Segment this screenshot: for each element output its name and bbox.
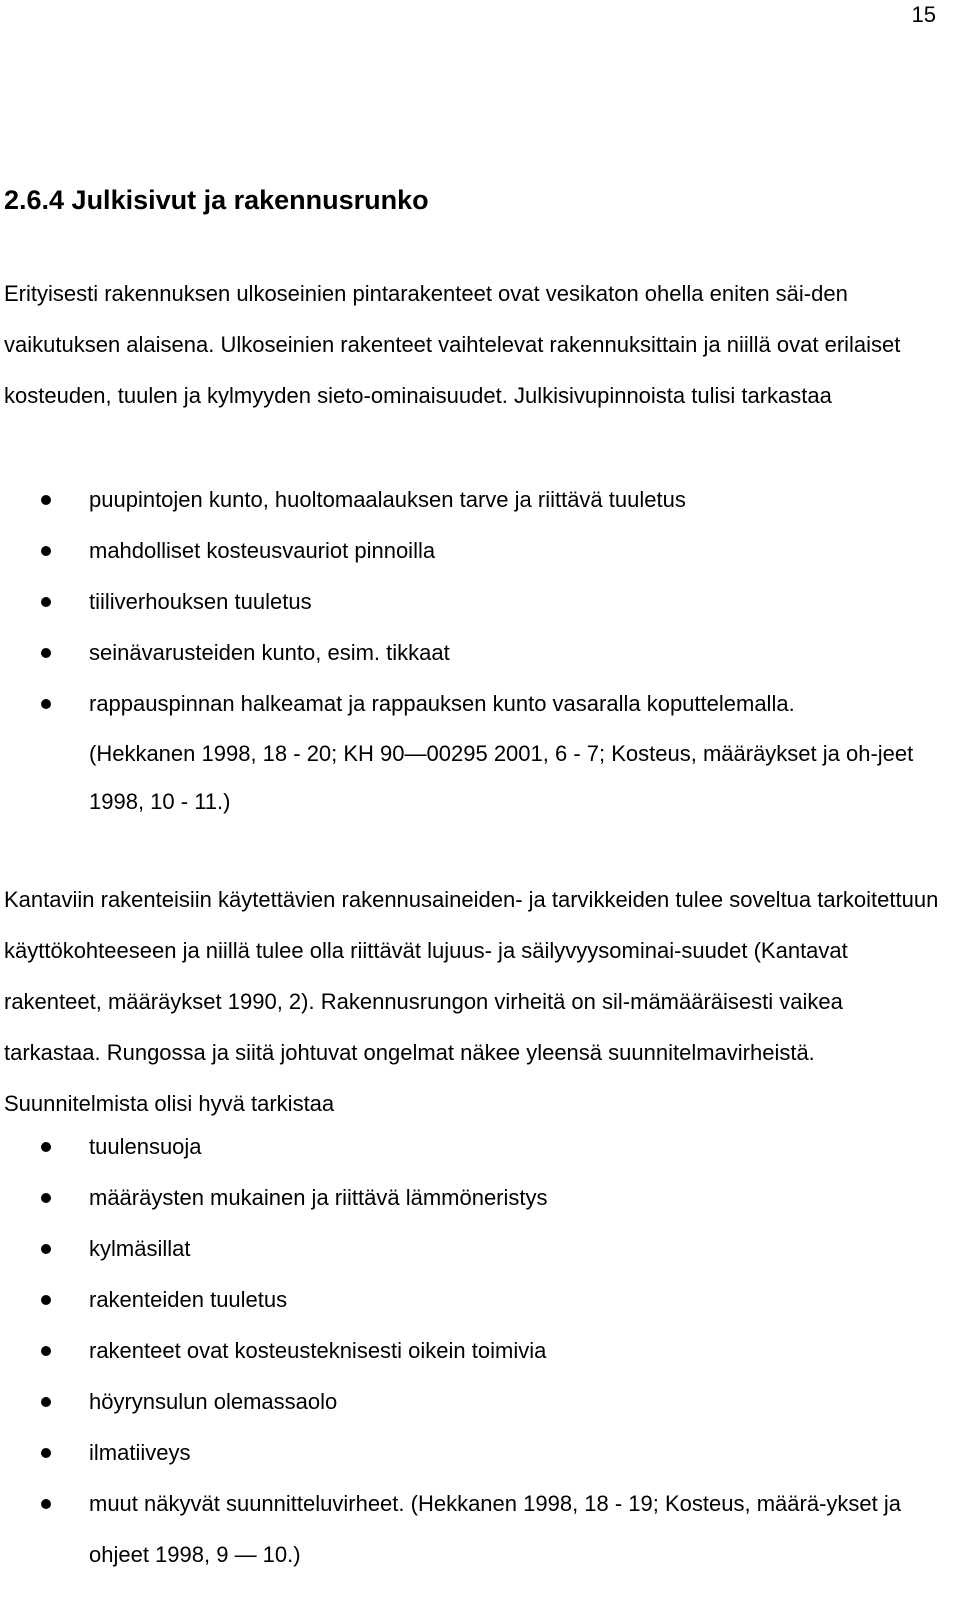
bullet-icon bbox=[41, 699, 51, 709]
list-item bbox=[0, 1325, 942, 1376]
bullet-icon bbox=[41, 597, 51, 607]
list-item-text: puupintojen kunto, huoltomaalauksen tarve ja riittävä tuuletus bbox=[89, 487, 686, 512]
page-number: 15 bbox=[911, 2, 936, 27]
list-item-text: muut näkyvät suunnitteluvirheet. (Hekkanen 1998, 18 - 19; Kosteus, määrä-ykset ja ohjeet 1998, 9 — 10.) bbox=[89, 1491, 901, 1567]
list-item-text: rakenteet ovat kosteusteknisesti oikein toimivia bbox=[89, 1338, 547, 1363]
list-item-text: rakenteiden tuuletus bbox=[89, 1287, 288, 1312]
list-item bbox=[0, 678, 942, 729]
list-item bbox=[0, 1121, 942, 1172]
bullet-icon bbox=[41, 1142, 51, 1152]
list-item bbox=[0, 1376, 942, 1427]
list-item-text: rappauspinnan halkeamat ja rappauksen kunto vasaralla koputtelemalla. bbox=[89, 691, 795, 716]
bullet-icon bbox=[41, 648, 51, 658]
bullet-icon bbox=[41, 495, 51, 505]
bullet-icon bbox=[41, 1295, 51, 1305]
list-item-text: ilmatiiveys bbox=[89, 1440, 191, 1465]
list-item-text: mahdolliset kosteusvauriot pinnoilla bbox=[89, 538, 436, 563]
bullet-icon bbox=[41, 1346, 51, 1356]
frame-checklist bbox=[0, 1121, 942, 1580]
list-item bbox=[0, 576, 942, 627]
list-item-text: höyrynsulun olemassaolo bbox=[89, 1389, 338, 1414]
list-item bbox=[0, 627, 942, 678]
list-item bbox=[0, 525, 942, 576]
list-item-text: kylmäsillat bbox=[89, 1236, 191, 1261]
list-item-text: tiiliverhouksen tuuletus bbox=[89, 589, 312, 614]
bullet-icon bbox=[41, 1397, 51, 1407]
list-item-text: määräysten mukainen ja riittävä lämmöneristys bbox=[89, 1185, 548, 1210]
citation-facades: (Hekkanen 1998, 18 - 20; KH 90—00295 2001, 6 - 7; Kosteus, määräykset ja oh-jeet 1998, 10 - 11.) bbox=[89, 741, 914, 814]
bullet-icon bbox=[41, 1499, 51, 1509]
bullet-icon bbox=[41, 1193, 51, 1203]
bullet-icon bbox=[41, 1448, 51, 1458]
bullet-icon bbox=[41, 546, 51, 556]
list-item bbox=[0, 1274, 942, 1325]
list-item-text: seinävarusteiden kunto, esim. tikkaat bbox=[89, 640, 450, 665]
list-item bbox=[0, 1478, 942, 1580]
list-item bbox=[0, 1223, 942, 1274]
section-heading: 2.6.4 Julkisivut ja rakennusrunko bbox=[4, 185, 429, 215]
list-item bbox=[0, 1427, 942, 1478]
list-item bbox=[0, 1172, 942, 1223]
paragraph-frame: Kantaviin rakenteisiin käytettävien rakennusaineiden- ja tarvikkeiden tulee soveltua tarkoitettuun käyttökohteeseen ja niillä tulee olla riittävät lujuus- ja säilyvyysominai-suudet (Kantavat rakenteet, määräykset 1990, 2). Rakennusrungon virheitä on sil-mämääräisesti vaikea tarkastaa. Rungossa ja siitä johtuvat ongelmat näkee yleensä suunnitelmavirheistä. Suunnitelmista olisi hyvä tarkistaa bbox=[4, 887, 939, 1116]
list-item bbox=[0, 474, 942, 525]
list-item-text: tuulensuoja bbox=[89, 1134, 202, 1159]
facade-checklist bbox=[0, 474, 942, 729]
paragraph-facades: Erityisesti rakennuksen ulkoseinien pintarakenteet ovat vesikaton ohella eniten säi-den vaikutuksen alaisena. Ulkoseinien rakenteet vaihtelevat rakennuksittain ja niillä ovat erilaiset kosteuden, tuulen ja kylmyyden sieto-ominaisuudet. Julkisivupinnoista tulisi tarkastaa bbox=[4, 281, 901, 408]
bullet-icon bbox=[41, 1244, 51, 1254]
